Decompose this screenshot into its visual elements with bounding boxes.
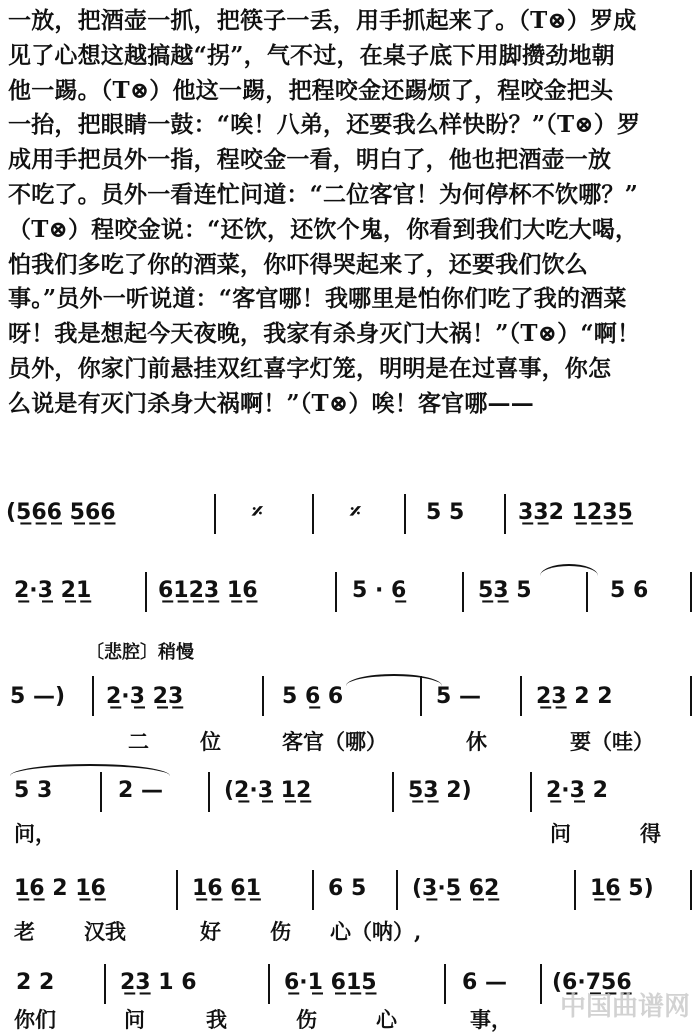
measure-notes: 2̲·3̲ 2̲1̲: [14, 578, 92, 603]
lyric: 问，: [14, 821, 56, 846]
measure-notes: 5 6̲ 6: [282, 684, 344, 709]
measure-notes: 2̲3̲ 2 2: [536, 684, 613, 709]
lyric: 我: [206, 1007, 227, 1032]
prose-line: 一抬，把眼睛一鼓：“唉！八弟，还要我么样快盼？”（T⊗）罗: [8, 111, 641, 139]
bar-line: [208, 772, 210, 812]
tempo-marking: 〔悲腔〕稍慢: [86, 642, 194, 663]
bar-line: [690, 870, 692, 910]
bar-line: [574, 870, 576, 910]
tie: [540, 564, 598, 576]
lyric: 问: [124, 1007, 145, 1032]
bar-line: [335, 572, 337, 612]
measure-notes: (6̲·7̲5̲6̲: [552, 970, 632, 995]
bar-line: [268, 964, 270, 1004]
measure-notes: 6 —: [462, 970, 507, 995]
measure-notes: 5̲3̲ 5: [478, 578, 532, 603]
measure-notes: 5 5: [426, 500, 465, 525]
bar-line: [100, 772, 102, 812]
measure-notes: 5 —: [436, 684, 481, 709]
prose-line: 么说是有灭门杀身大祸啊！”（T⊗）唉！客官哪——: [8, 389, 534, 417]
bar-line: [92, 676, 94, 716]
watermark-logo: 中国曲谱网: [559, 992, 690, 1022]
measure-notes: (2̲·3̲ 1̲2̲: [224, 778, 312, 803]
prose-line: （T⊗）程咬金说：“还饮，还饮个鬼，你看到我们大吃大喝，: [8, 215, 639, 243]
measure-notes: 2 2: [16, 970, 55, 995]
prose-line: 不吃了。员外一看连忙问道：“二位客官！为何停杯不饮哪？”: [8, 180, 639, 208]
lyric: 老: [14, 919, 35, 944]
bar-line: [530, 772, 532, 812]
bar-line: [540, 964, 542, 1004]
lyric: 汉我: [84, 919, 126, 944]
lyric: 得: [640, 821, 661, 846]
bar-line: [176, 870, 178, 910]
lyric: 问: [550, 821, 571, 846]
bar-line: [520, 676, 522, 716]
bar-line: [404, 494, 406, 534]
repeat-measure-sign: 𝄎: [350, 500, 361, 525]
lyric: 伤: [296, 1007, 317, 1032]
lyric: 事，: [470, 1007, 512, 1032]
lyric: 心（呐）,: [330, 919, 422, 944]
bar-line: [690, 572, 692, 612]
bar-line: [145, 572, 147, 612]
measure-notes: 1̲6̲ 6̲1̲: [192, 876, 261, 901]
measure-notes: 2̲3̲ 1 6: [120, 970, 197, 995]
prose-line: 见了心想这越搞越“拐”，气不过，在桌子底下用脚攒劲地朝: [8, 41, 615, 69]
prose-line: 成用手把员外一指，程咬金一看，明白了，他也把酒壶一放: [8, 146, 612, 174]
measure-notes: 5 6: [610, 578, 649, 603]
bar-line: [586, 572, 588, 612]
repeat-measure-sign: 𝄎: [252, 500, 263, 525]
prose-line: 他一踢。（T⊗）他这一踢，把程咬金还踢烦了，程咬金把头: [8, 76, 614, 104]
bar-line: [420, 676, 422, 716]
prose-line: 一放，把酒壶一抓，把筷子一丢，用手抓起来了。（T⊗）罗成: [8, 7, 637, 34]
measure-notes: 6̲1̲2̲3̲ 1̲6̲: [158, 578, 258, 603]
lyric: 好: [200, 919, 221, 944]
measure-notes: 2 —: [118, 778, 163, 803]
bar-line: [262, 676, 264, 716]
measure-notes: 1̲6̲ 5): [590, 876, 654, 901]
prose-line: 怕我们多吃了你的酒菜，你吓得哭起来了，还要我们饮么: [8, 250, 588, 278]
lyric: 心: [376, 1007, 397, 1032]
lyric: 客官（哪）: [282, 729, 387, 754]
prose-line: 员外，你家门前悬挂双红喜字灯笼，明明是在过喜事，你怎: [8, 354, 612, 382]
measure-notes: 5̲3̲ 2): [408, 778, 472, 803]
bar-line: [392, 772, 394, 812]
tie: [346, 674, 442, 686]
measure-notes: 2̲·3̲ 2̲3̲: [106, 684, 184, 709]
bar-line: [444, 964, 446, 1004]
lyric: 位: [200, 729, 221, 754]
measure-notes: 2̲·3̲ 2: [546, 778, 608, 803]
bar-line: [312, 494, 314, 534]
measure-notes: 3̲3̲2 1̲2̲3̲5̲: [518, 500, 633, 525]
tie: [10, 764, 170, 776]
measure-notes: 5 —): [10, 684, 66, 709]
measure-notes: (3̲·5̲ 6̲2̲: [412, 876, 500, 901]
bar-line: [504, 494, 506, 534]
bar-line: [312, 870, 314, 910]
bar-line: [690, 676, 692, 716]
measure-notes: (5̲6̲6̲ 5̲6̲6̲: [6, 500, 116, 525]
measure-notes: 5 · 6̲: [352, 578, 407, 603]
lyric: 你们: [14, 1007, 56, 1032]
bar-line: [396, 870, 398, 910]
measure-notes: 6̲·1̲ 6̲1̲5̲: [284, 970, 377, 995]
lyric: 休: [466, 729, 487, 754]
bar-line: [214, 494, 216, 534]
lyric: 伤: [270, 919, 291, 944]
prose-line: 事。”员外一听说道：“客官哪！我哪里是怕你们吃了我的酒菜: [8, 285, 627, 313]
bar-line: [104, 964, 106, 1004]
lyric: 二: [128, 729, 149, 754]
measure-notes: 5 3: [14, 778, 53, 803]
measure-notes: 6 5: [328, 876, 367, 901]
prose-line: 呀！我是想起今天夜晚，我家有杀身灭门大祸！”（T⊗）“啊！: [8, 320, 641, 348]
bar-line: [462, 572, 464, 612]
lyric: 要（哇）: [570, 729, 654, 754]
measure-notes: 1̲6̲ 2 1̲6̲: [14, 876, 106, 901]
